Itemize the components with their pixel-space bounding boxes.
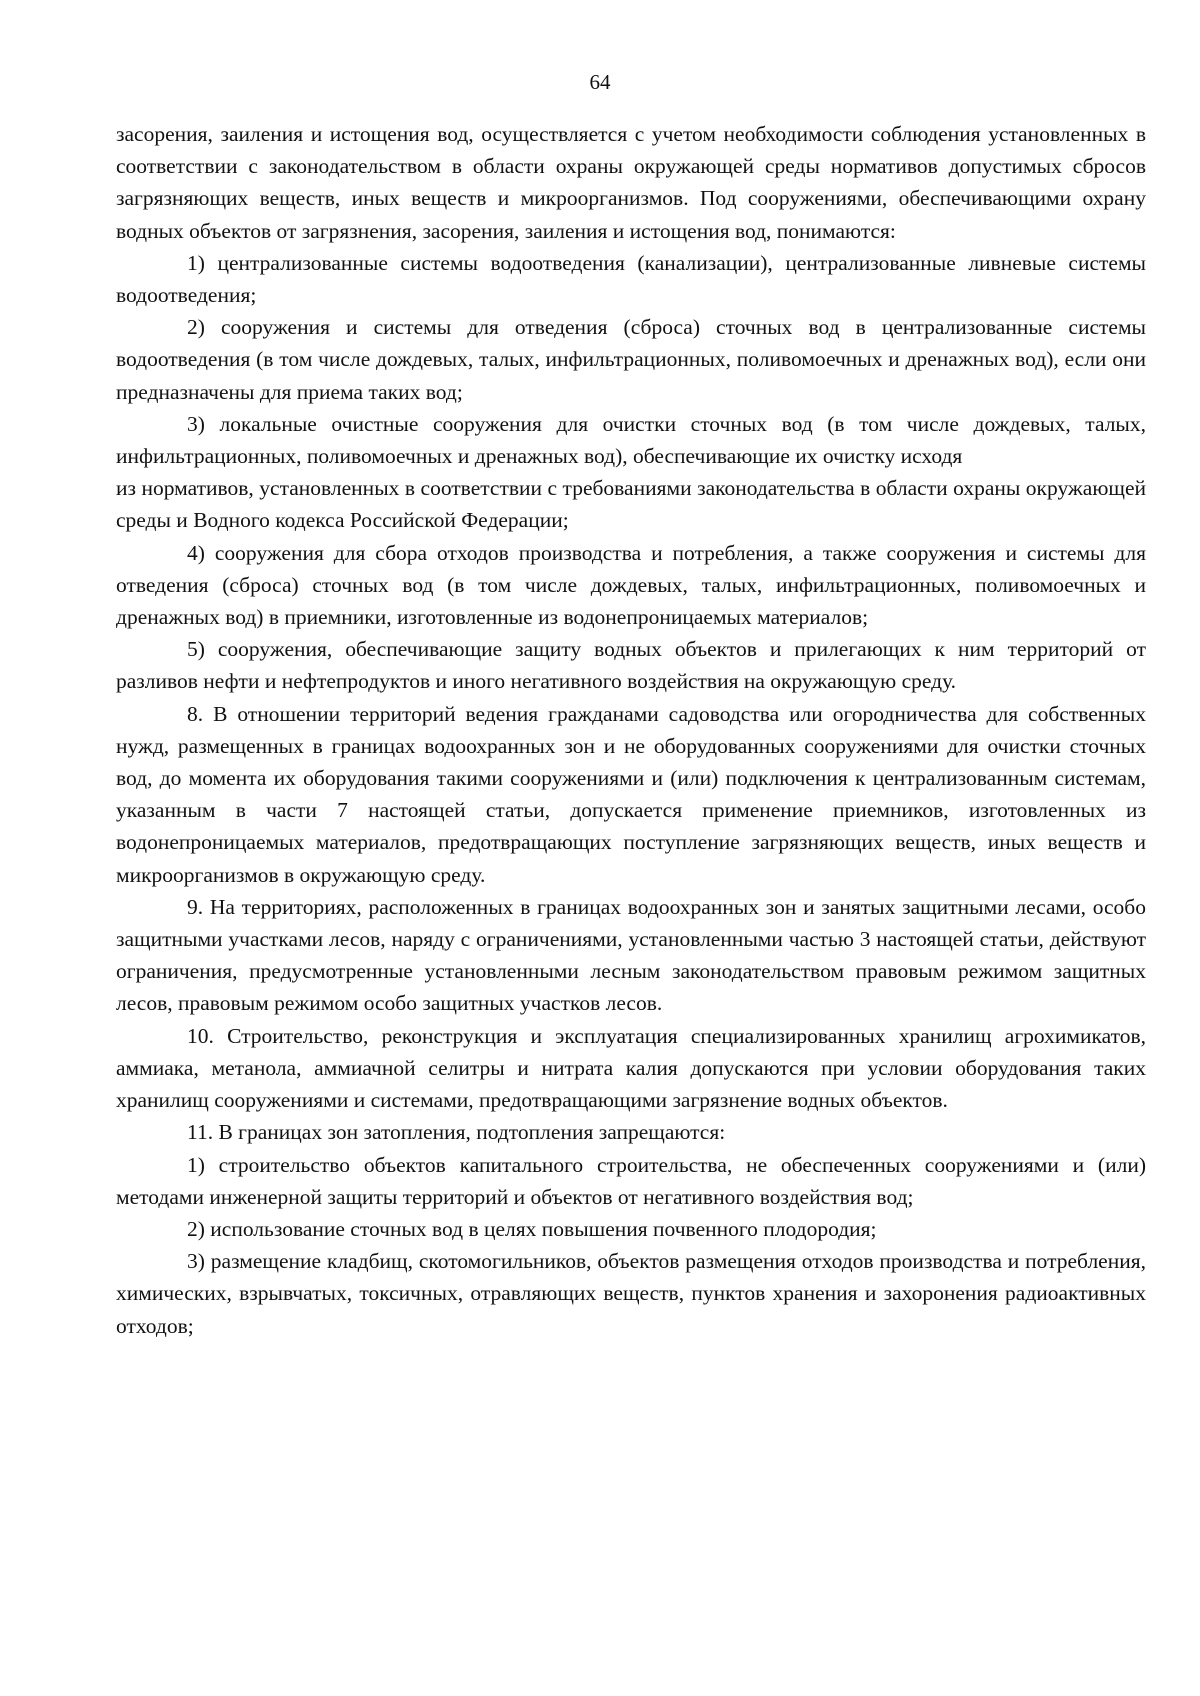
list-item: 3) локальные очистные сооружения для очистки сточных вод (в том числе дождевых, талых, инфильтрационных, поливомоечных и дренажных вод), обеспечивающие их очистку исходя <box>116 411 1146 469</box>
list-item: 2) использование сточных вод в целях повышения почвенного плодородия; <box>187 1216 877 1241</box>
paragraph: 11. В границах зон затопления, подтопления запрещаются: <box>187 1120 726 1145</box>
list-item: 3) размещение кладбищ, скотомогильников, объектов размещения отходов производства и потребления, химических, взрывчатых, токсичных, отравляющих веществ, пунктов хранения и захоронения радиоактивных отходов; <box>116 1249 1146 1338</box>
list-item: 1) централизованные системы водоотведения (канализации), централизованные ливневые системы водоотведения; <box>116 250 1146 308</box>
paragraph: 8. В отношении территорий ведения гражданами садоводства или огородничества для собственных нужд, размещенных в границах водоохранных зон и не оборудованных сооружениями для очистки сточных вод, до момента их оборудования такими сооружениями и (или) подключения к централизованным системам, указанным в части 7 настоящей статьи, допускается применение приемников, изготовленных из водонепроницаемых материалов, предотвращающих поступление загрязняющих веществ, иных веществ и микроорганизмов в окружающую среду. <box>116 701 1146 887</box>
paragraph: 9. На территориях, расположенных в границах водоохранных зон и занятых защитными лесами, особо защитными участками лесов, наряду с ограничениями, установленными частью 3 настоящей статьи, действуют ограничения, предусмотренные установленными лесным законодательством правовым режимом защитных лесов, правовым режимом особо защитных участков лесов. <box>116 894 1146 1016</box>
list-item: 4) сооружения для сбора отходов производства и потребления, а также сооружения и системы для отведения (сброса) сточных вод (в том числе дождевых, талых, инфильтрационных, поливомоечных и дренажных вод) в приемники, изготовленные из водонепроницаемых материалов; <box>116 540 1146 630</box>
paragraph-continuation: из нормативов, установленных в соответствии с требованиями законодательства в области охраны окружающей среды и Водного кодекса Российской Федерации; <box>116 476 1146 533</box>
list-item: 2) сооружения и системы для отведения (сброса) сточных вод в централизованные системы водоотведения (в том числе дождевых, талых, инфильтрационных, поливомоечных и дренажных вод), если они предназначены для приема таких вод; <box>116 315 1146 404</box>
paragraph: засорения, заиления и истощения вод, осуществляется с учетом необходимости соблюдения установленных в соответствии с законодательством в области охраны окружающей среды нормативов допустимых сбросов загрязняющих веществ, иных веществ и микроорганизмов. Под сооружениями, обеспечивающими охрану водных объектов от загрязнения, засорения, заиления и истощения вод, понимаются: <box>116 122 1146 243</box>
page-number: 64 <box>589 70 611 94</box>
paragraph: 10. Строительство, реконструкция и эксплуатация специализированных хранилищ агрохимикатов, аммиака, метанола, аммиачной селитры и нитрата калия допускаются при условии оборудования таких хранилищ сооружениями и системами, предотвращающими загрязнение водных объектов. <box>116 1023 1146 1113</box>
list-item: 1) строительство объектов капитального строительства, не обеспеченных сооружениями и (или) методами инженерной защиты территорий и объектов от негативного воздействия вод; <box>116 1152 1146 1209</box>
list-item: 5) сооружения, обеспечивающие защиту водных объектов и прилегающих к ним территорий от разливов нефти и нефтепродуктов и иного негативного воздействия на окружающую среду. <box>116 637 1146 694</box>
document-body <box>116 118 1146 1342</box>
